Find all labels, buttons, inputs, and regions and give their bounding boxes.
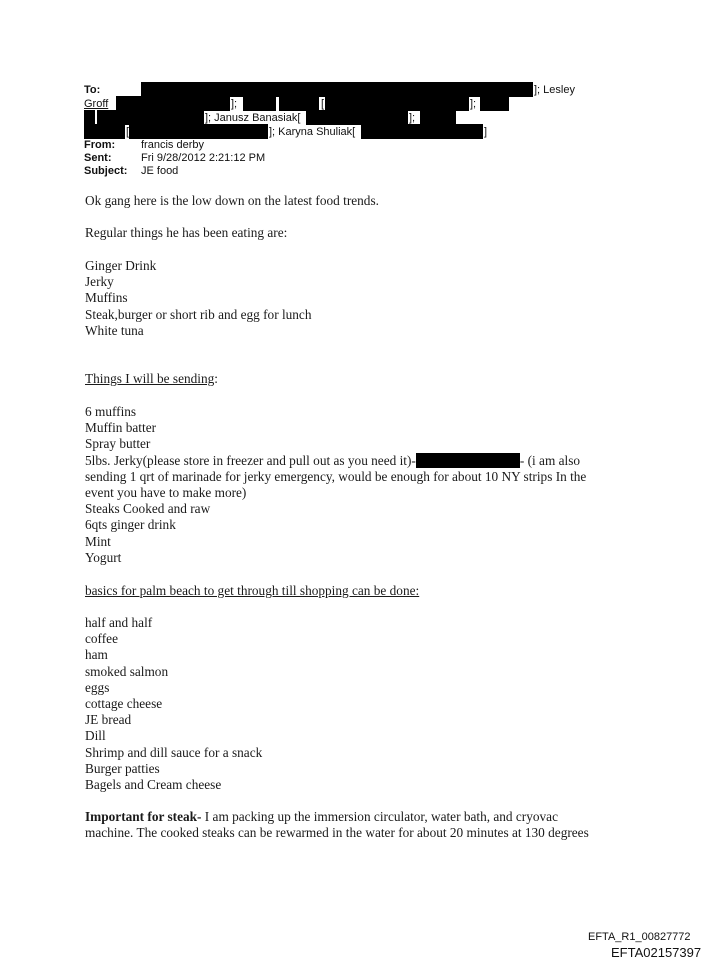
list-item: event you have to make more) [85, 485, 247, 501]
intro-text: Ok gang here is the low down on the latest food trends. [85, 193, 379, 208]
to-recipient-janusz: ]; Janusz Banasiak[ [205, 112, 301, 124]
list-item: cottage cheese [85, 696, 163, 712]
from-value: francis derby [141, 139, 204, 151]
basics-heading: basics for palm beach to get through till shopping can be done: [85, 583, 420, 598]
sent-value: Fri 9/28/2012 2:21:12 PM [141, 152, 266, 164]
list-item: coffee [85, 631, 118, 647]
redaction-box [84, 124, 125, 139]
list-item: Muffin batter [85, 420, 157, 436]
list-item: smoked salmon [85, 663, 169, 679]
list-item: half and half [85, 615, 153, 630]
list-item: JE bread [85, 712, 132, 728]
sending-heading-text: Things I will be sending [85, 371, 215, 386]
bates-number-1: EFTA_R1_00827772 [588, 931, 691, 943]
redaction-box [279, 96, 319, 111]
list-item: Burger patties [85, 760, 160, 776]
separator: ]; [409, 112, 416, 124]
redaction-box [361, 124, 483, 139]
list-item: Ginger Drink [85, 258, 157, 273]
from-label: From: [84, 139, 116, 151]
list-item: ham [85, 647, 108, 663]
list-item: Shrimp and dill sauce for a snack [85, 744, 263, 760]
basics-list [85, 615, 262, 793]
redaction-box [306, 110, 408, 125]
important-text: I am packing up the immersion circulator, water bath, and cryovac [201, 809, 558, 824]
sent-label: Sent: [84, 152, 112, 164]
list-item: eggs [85, 679, 110, 695]
subject-label: Subject: [84, 165, 128, 177]
redaction-box [480, 96, 509, 111]
redaction-box [325, 96, 469, 111]
to-label: To: [84, 84, 101, 96]
list-item: 6 muffins [85, 404, 137, 419]
important-paragraph [85, 809, 589, 841]
list-item-jerky [85, 453, 586, 469]
list-item: Dill [85, 728, 106, 744]
important-label: Important for steak- [85, 809, 202, 824]
list-item: 6qts ginger drink [85, 517, 176, 533]
bracket: [ [126, 126, 130, 138]
to-recipient-groff: Groff [84, 98, 109, 110]
redaction-box [84, 110, 95, 125]
list-item: Jerky [85, 274, 114, 290]
sending-heading [85, 371, 218, 387]
sending-heading-colon: : [214, 371, 218, 386]
list-item: White tuna [85, 322, 144, 338]
bates-number-2: EFTA02157397 [611, 945, 702, 960]
list-item: Muffins [85, 290, 128, 306]
list-item: Bagels and Cream cheese [85, 777, 222, 793]
list-item: Steaks Cooked and raw [85, 501, 211, 517]
bracket: ] [484, 126, 488, 138]
list-item: Spray butter [85, 436, 151, 452]
to-recipient-lesley: ]; Lesley [534, 84, 575, 96]
to-recipient-karyna: ]; Karyna Shuliak[ [269, 126, 356, 138]
regular-list [85, 258, 311, 339]
redaction-box [420, 110, 456, 125]
separator: ]; [231, 98, 238, 110]
redaction-box [129, 124, 268, 139]
subject-value: JE food [141, 165, 179, 177]
list-item: sending 1 qrt of marinade for jerky emergency, would be enough for about 10 NY strips In the [85, 468, 587, 484]
separator: ]; [470, 98, 477, 110]
regular-heading: Regular things he has been eating are: [85, 225, 288, 240]
redaction-box [416, 453, 520, 468]
list-item: Yogurt [85, 549, 122, 565]
redaction-box [97, 110, 204, 125]
jerky-text: 5lbs. Jerky(please store in freezer and pull out as you need it)- [85, 452, 416, 468]
jerky-text-end: - (i am also [519, 452, 581, 468]
redaction-box [243, 96, 276, 111]
list-item: Steak,burger or short rib and egg for lunch [85, 306, 312, 322]
important-text-2: machine. The cooked steaks can be rewarmed in the water for about 20 minutes at 130 degrees [85, 825, 589, 841]
bracket: [ [321, 98, 325, 110]
redaction-box [141, 82, 533, 97]
list-item: Mint [85, 533, 111, 549]
redaction-box [116, 96, 230, 111]
sending-list [85, 404, 586, 566]
